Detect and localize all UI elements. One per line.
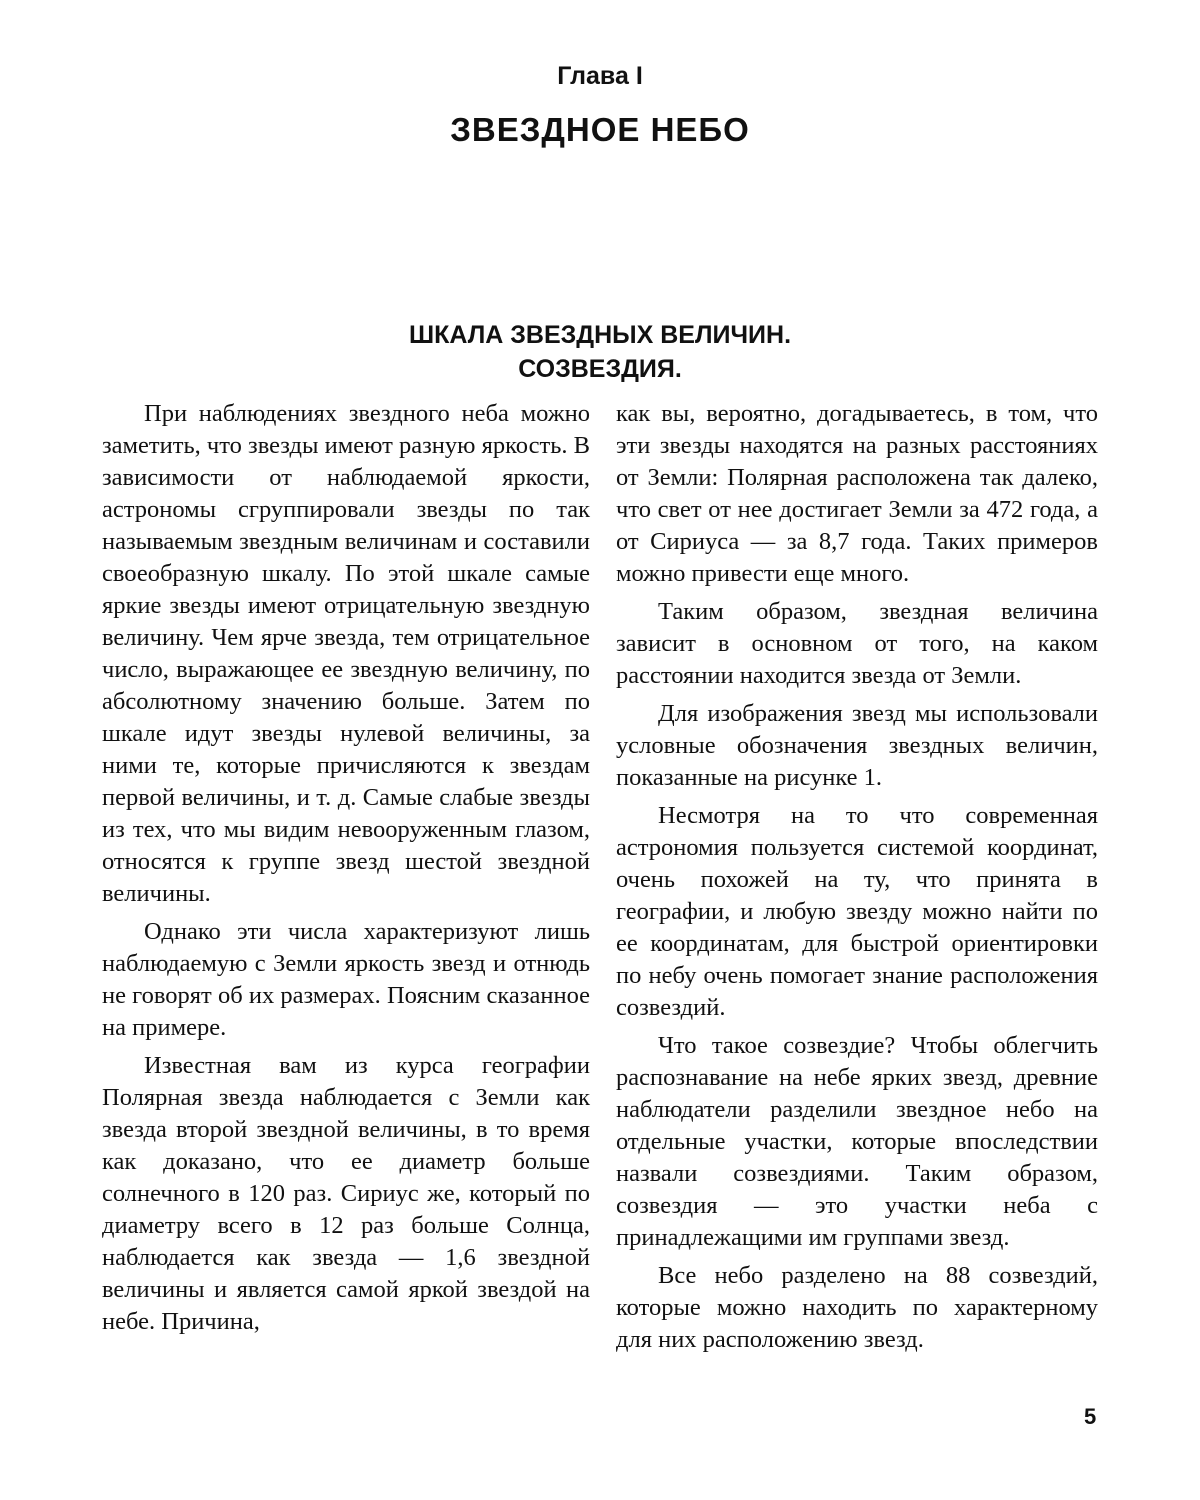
section-title-line-1: ШКАЛА ЗВЕЗДНЫХ ВЕЛИЧИН. [408,321,792,349]
left-column [102,398,590,1338]
paragraph: Однако эти числа характеризуют лишь наблюдаемую с Земли яркость звезд и отнюдь не говорят об их размерах. Поясним сказанное на примере. [102,918,590,1041]
paragraph: Известная вам из курса географии Полярная звезда наблюдается с Земли как звезда второй звездной величины, в то время как доказано, что ее диаметр больше солнечного в 120 раз. Сириус же, который по диаметру всего в 12 раз больше Солнца, наблюдается как звезда — 1,6 звездной величины и является самой яркой звездой на небе. Причина, [102,1052,590,1335]
paragraph: Таким образом, звездная величина зависит в основном от того, на каком расстоянии находится звезда от Земли. [616,598,1098,689]
paragraph: Для изображения звезд мы использовали условные обозначения звездных величин, показанные на рисунке 1. [616,700,1098,791]
section-title-line-2: СОЗВЕЗДИЯ. [518,355,682,383]
paragraph-continued: как вы, вероятно, догадываетесь, в том, что эти звезды находятся на разных расстояниях от Земли: Полярная расположена так далеко, что свет от нее достигает Земли за 472 года, а от Сириуса — за 8,7 года. Таких примеров можно привести еще много. [616,400,1098,587]
section-title [0,318,1200,386]
page-number: 5 [1084,1404,1097,1429]
chapter-title: ЗВЕЗДНОЕ НЕБО [450,111,750,148]
paragraph: Несмотря на то что современная астрономия пользуется системой координат, очень похожей на ту, что принята в географии, и любую звезду можно найти по ее координатам, для быстрой ориентировки по небу очень помогает знание расположения созвездий. [616,802,1098,1021]
right-column [616,398,1098,1356]
paragraph: Что такое созвездие? Чтобы облегчить распознавание на небе ярких звезд, древние наблюдатели разделили звездное небо на отдельные участки, которые впоследствии назвали созвездиями. Таким образом, созвездия — это участки неба с принадлежащими им группами звезд. [616,1032,1098,1251]
chapter-label: Глава I [557,62,643,90]
paragraph: Все небо разделено на 88 созвездий, которые можно находить по характерному для них расположению звезд. [616,1262,1098,1353]
paragraph: При наблюдениях звездного неба можно заметить, что звезды имеют разную яркость. В зависимости от наблюдаемой яркости, астрономы сгруппировали звезды по так называемым звездным величинам и составили своеобразную шкалу. По этой шкале самые яркие звезды имеют отрицательную звездную величину. Чем ярче звезда, тем отрицательное число, выражающее ее звездную величину, по абсолютному значению больше. Затем по шкале идут звезды нулевой величины, за ними те, которые причисляются к звездам первой величины, и т. д. Самые слабые звезды из тех, что мы видим невооруженным глазом, относятся к группе звезд шестой звездной величины. [102,400,590,907]
